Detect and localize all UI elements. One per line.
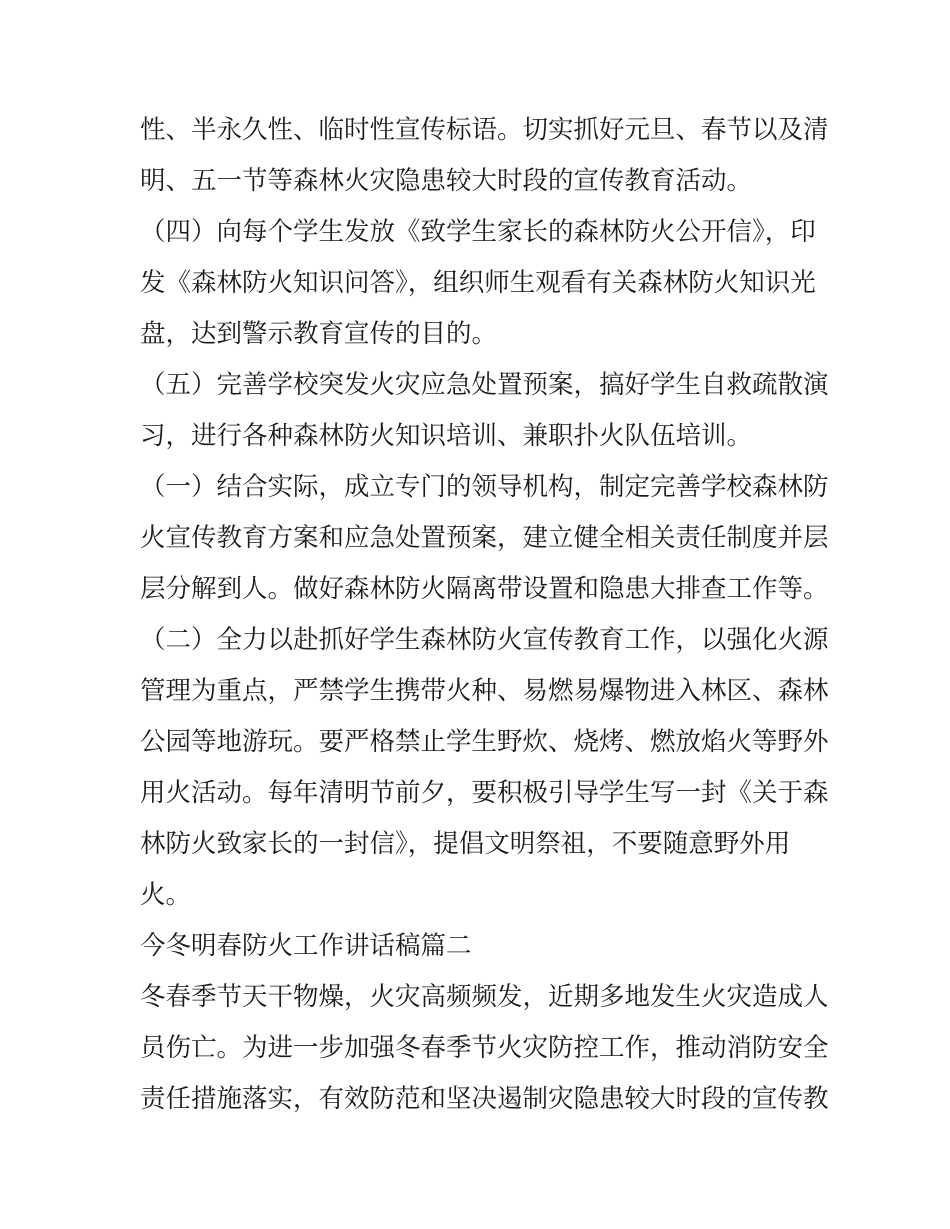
text-line: 用火活动。每年清明节前夕，要积极引导学生写一封《关于森 [140,778,829,808]
text-line: 火宣传教育方案和应急处置预案，建立健全相关责任制度并层 [140,523,829,553]
text-line: 火。 [140,880,192,910]
text-line: 员伤亡。为进一步加强冬春季节火灾防控工作，推动消防安全 [140,1033,829,1063]
text-line: 层分解到人。做好森林防火隔离带设置和隐患大排查工作等。 [140,574,829,604]
text-line: （四）向每个学生发放《致学生家长的森林防火公开信》，印 [140,217,816,247]
text-line: 责任措施落实，有效防范和坚决遏制灾隐患较大时段的宣传教 [140,1084,829,1114]
text-line: （二）全力以赴抓好学生森林防火宣传教育工作，以强化火源 [140,625,829,655]
text-line: （五）完善学校突发火灾应急处置预案，搞好学生自救疏散演 [140,370,829,400]
text-line: 林防火致家长的一封信》，提倡文明祭祖，不要随意野外用 [140,829,791,859]
text-line: 发《森林防火知识问答》，组织师生观看有关森林防火知识光 [140,268,816,298]
text-line: 性、半永久性、临时性宣传标语。切实抓好元旦、春节以及清 [140,115,829,145]
text-line: 明、五一节等森林火灾隐患较大时段的宣传教育活动。 [140,166,753,196]
text-line: 习，进行各种森林防火知识培训、兼职扑火队伍培训。 [140,421,753,451]
text-line: 公园等地游玩。要严格禁止学生野炊、烧烤、燃放焰火等野外 [140,727,829,757]
document-body [140,105,829,1125]
text-line: （一）结合实际，成立专门的领导机构，制定完善学校森林防 [140,472,829,502]
text-line: 管理为重点，严禁学生携带火种、易燃易爆物进入林区、森林 [140,676,829,706]
text-line: 盘，达到警示教育宣传的目的。 [140,319,498,349]
section-heading: 今冬明春防火工作讲话稿篇二 [140,931,472,961]
text-line: 冬春季节天干物燥，火灾高频频发，近期多地发生火灾造成人 [140,982,829,1012]
